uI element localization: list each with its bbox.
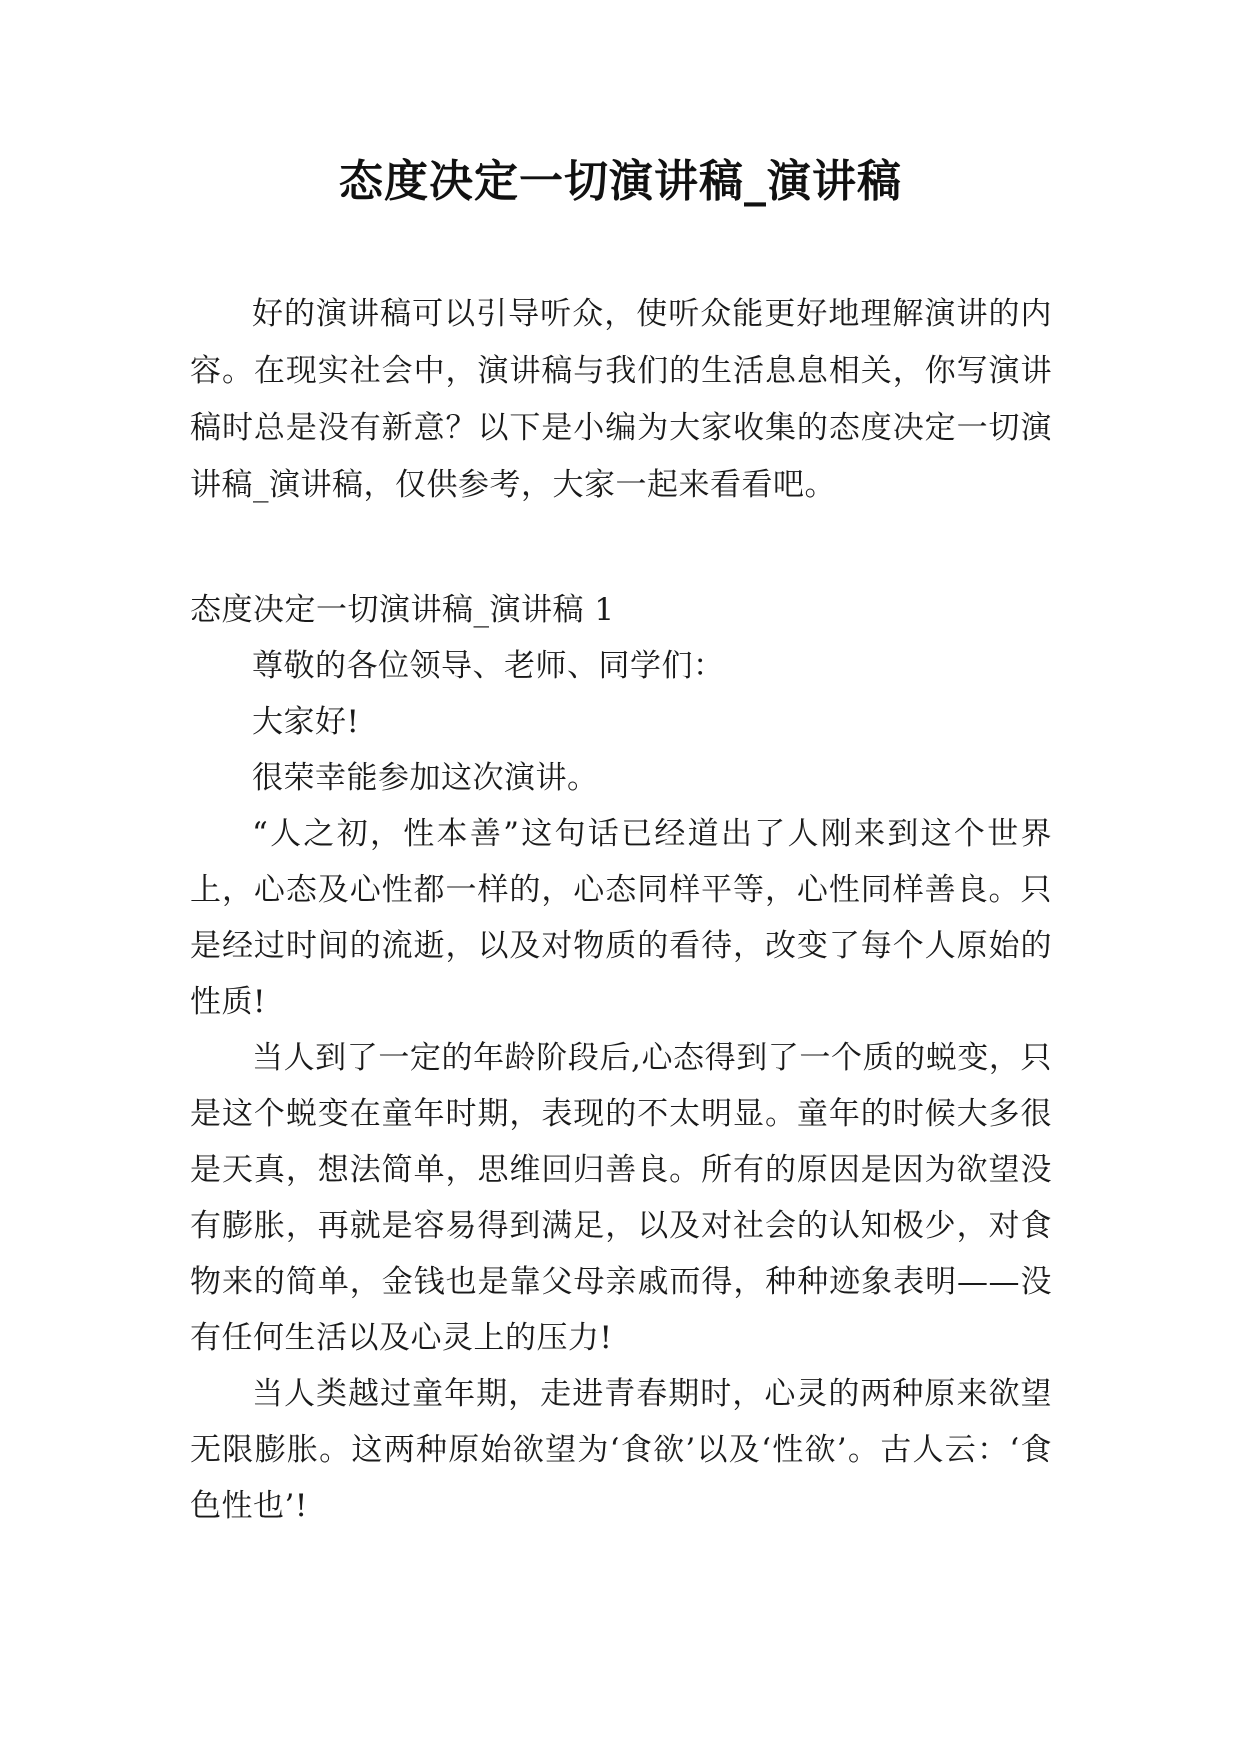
honor-paragraph: 很荣幸能参加这次演讲。 <box>252 760 599 796</box>
body-paragraph: “人之初，性本善”这句话已经道出了人刚来到这个世界上，心态及心性都一样的，心态同样平等，心性同样善良。只是经过时间的流逝，以及对物质的看待，改变了每个人原始的性质! <box>190 816 1052 1020</box>
document-body <box>190 286 1052 1534</box>
document-title: 态度决定一切演讲稿_演讲稿 <box>339 156 902 207</box>
section-heading: 态度决定一切演讲稿_演讲稿 1 <box>190 592 615 628</box>
body-paragraph: 当人到了一定的年龄阶段后,心态得到了一个质的蜕变，只是这个蜕变在童年时期，表现的不太明显。童年的时候大多很是天真，想法简单，思维回归善良。所有的原因是因为欲望没有膨胀，再就是容易得到满足，以及对社会的认知极少，对食物来的简单，金钱也是靠父母亲戚而得，种种迹象表明——没有任何生活以及心灵上的压力! <box>190 1040 1052 1356</box>
greeting-paragraph: 大家好! <box>252 704 360 740</box>
intro-paragraph: 好的演讲稿可以引导听众，使听众能更好地理解演讲的内容。在现实社会中，演讲稿与我们的生活息息相关，你写演讲稿时总是没有新意？以下是小编为大家收集的态度决定一切演讲稿_演讲稿，仅供参考，大家一起来看看吧。 <box>190 296 1052 503</box>
body-paragraph: 当人类越过童年期，走进青春期时，心灵的两种原来欲望无限膨胀。这两种原始欲望为‘食欲’以及‘性欲’。古人云：‘食色性也’! <box>190 1376 1052 1524</box>
salutation-paragraph: 尊敬的各位领导、老师、同学们： <box>252 648 725 684</box>
